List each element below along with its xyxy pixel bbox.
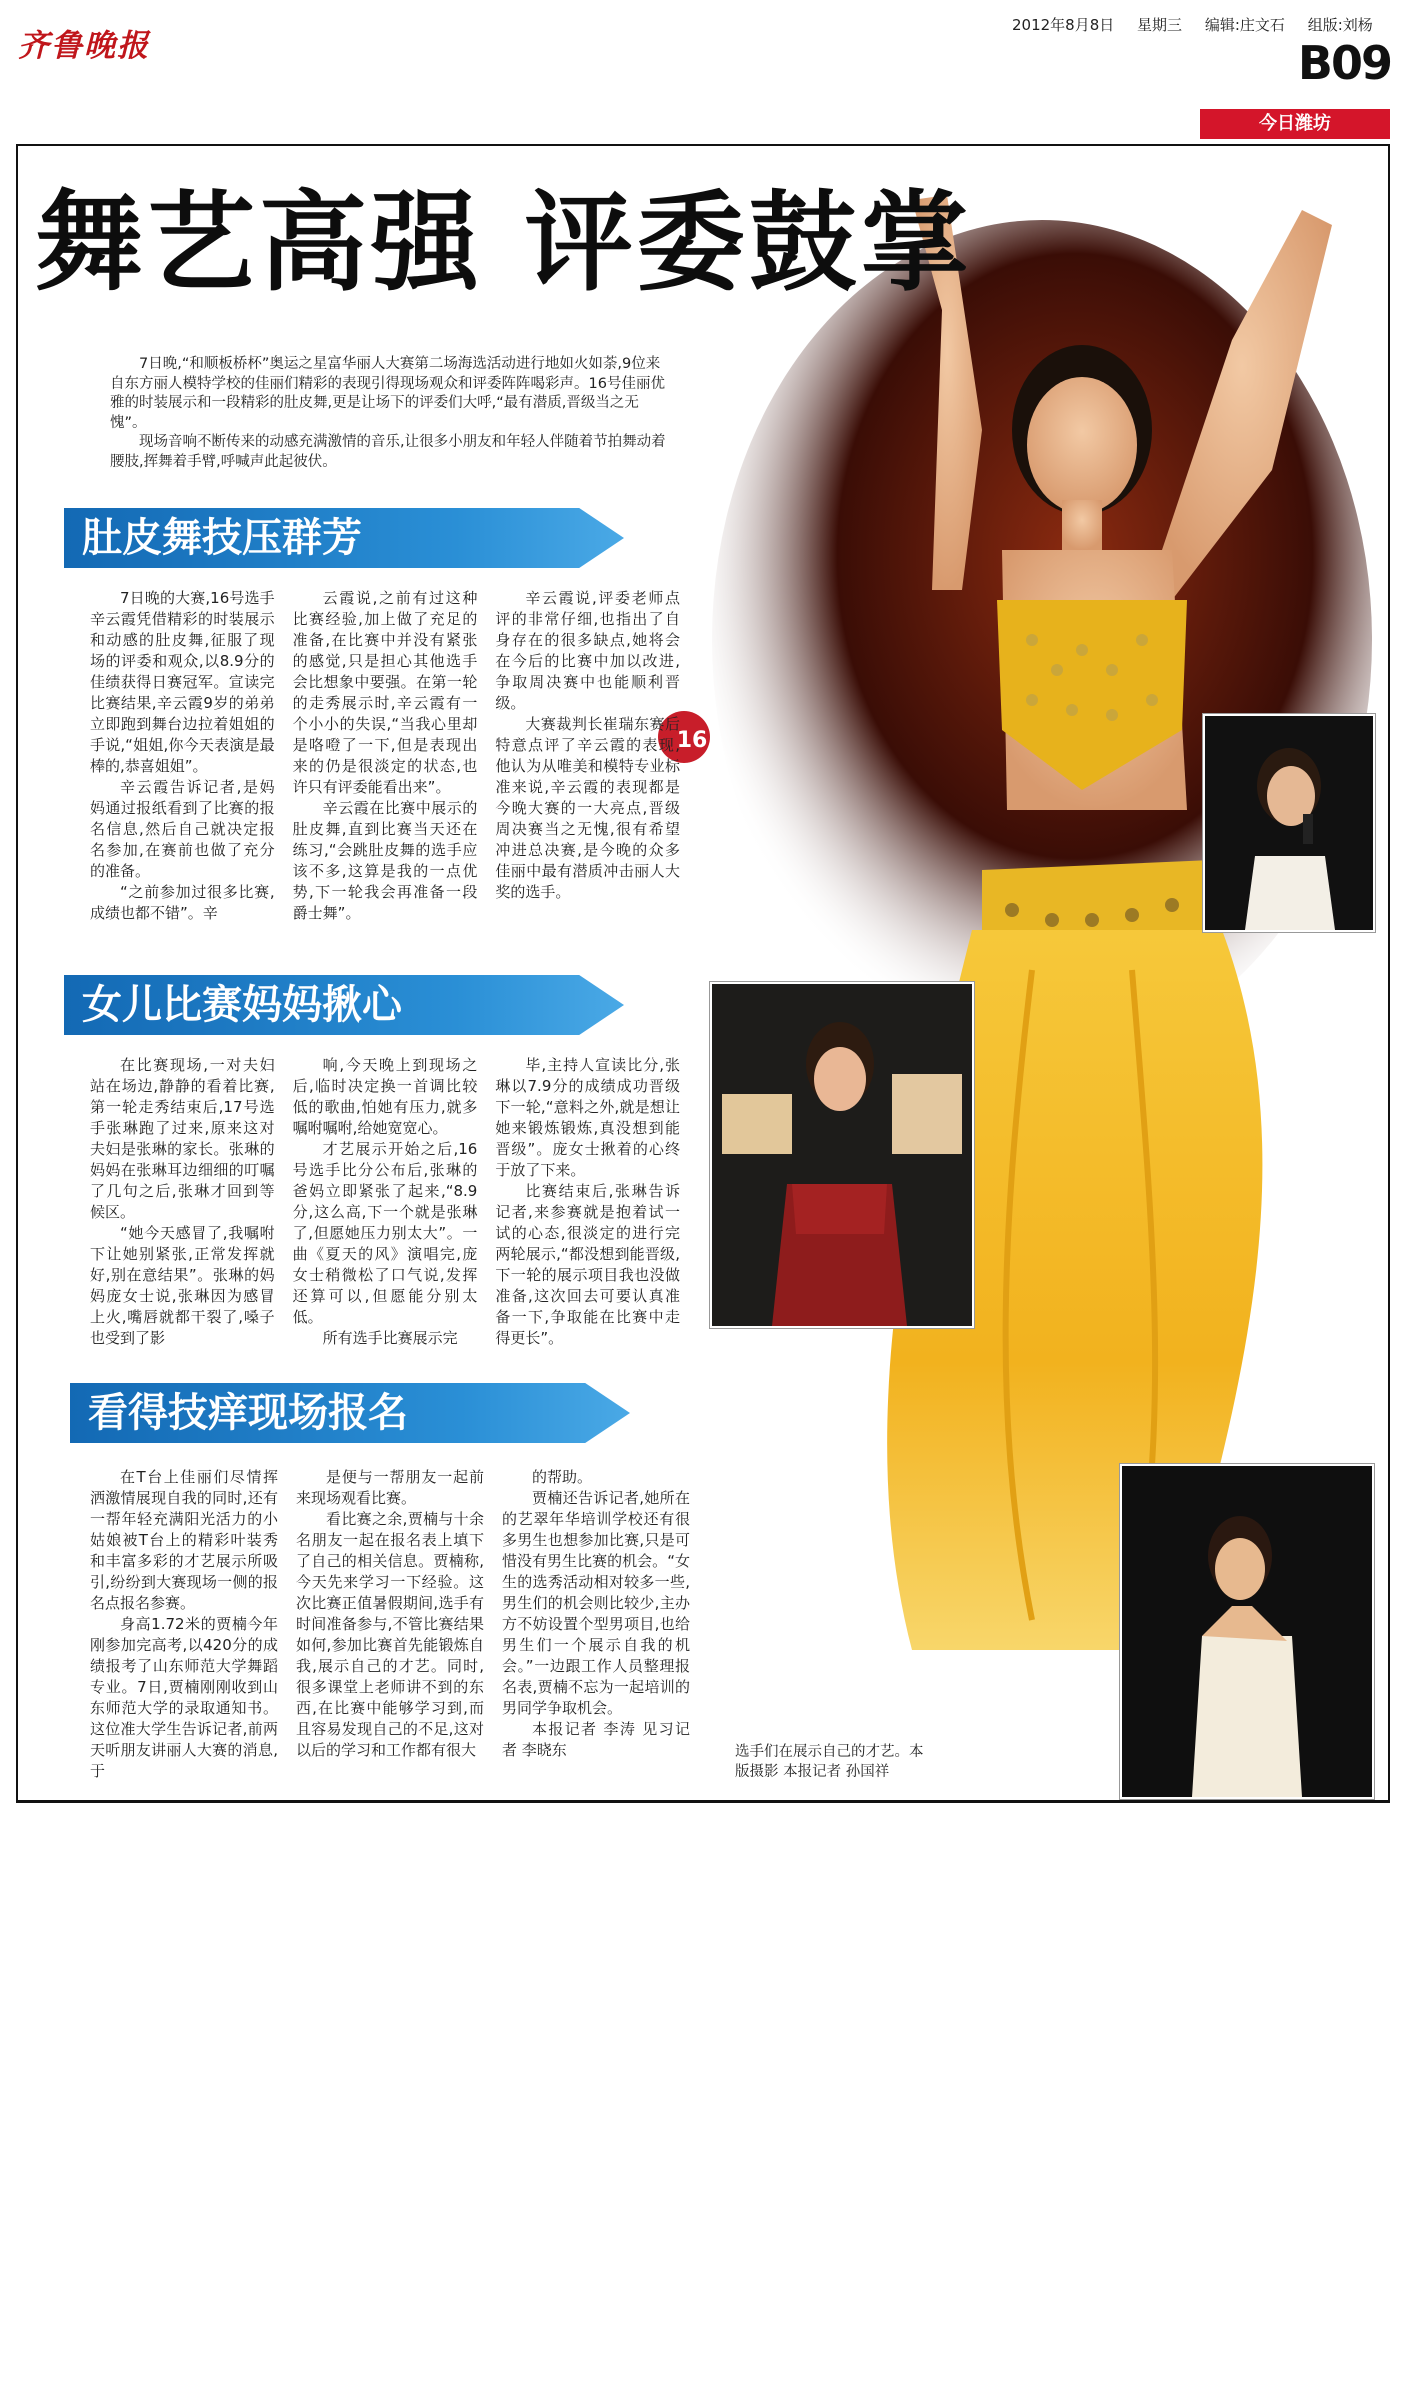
paragraph: 辛云霞告诉记者,是妈妈通过报纸看到了比赛的报名信息,然后自己就决定报名参加,在赛前也做了充分的准备。 <box>90 778 275 880</box>
editor: 编辑:庄文石 <box>1204 16 1285 34</box>
paragraph: “之前参加过很多比赛,成绩也都不错”。辛 <box>90 883 275 922</box>
column <box>90 1055 275 1349</box>
column <box>293 588 478 924</box>
section-1-body <box>90 588 680 924</box>
section-3-body <box>90 1467 690 1782</box>
byline: 本报记者 李涛 见习记者 李晓东 <box>502 1720 690 1759</box>
section-tag: 今日潍坊 <box>1200 109 1390 139</box>
date: 2012年8月8日 <box>1012 16 1115 34</box>
column <box>90 1467 278 1782</box>
paragraph: 7日晚的大赛,16号选手辛云霞凭借精彩的时装展示和动感的肚皮舞,征服了现场的评委和观众,以8.9分的佳绩获得日赛冠军。宣读完比赛结果,辛云霞9岁的弟弟立即跑到舞台边拉着姐姐的手说,“姐姐,你今天表演是最棒的,恭喜姐姐”。 <box>90 589 275 775</box>
page-meta <box>1012 14 1391 35</box>
section-banner-1 <box>64 508 624 568</box>
paragraph: 比赛结束后,张琳告诉记者,来参赛就是抱着试一试的心态,很淡定的进行完两轮展示,“都没想到能晋级,下一轮的展示项目我也没做准备,这次回去可要认真准备一下,争取能在比赛中走得更长”。 <box>495 1182 681 1347</box>
section-title: 肚皮舞技压群芳 <box>82 515 362 561</box>
section-title: 看得技痒现场报名 <box>88 1390 408 1436</box>
inset-photo-red-dress <box>710 982 974 1328</box>
section-title: 女儿比赛妈妈揪心 <box>82 982 402 1028</box>
paragraph: 辛云霞在比赛中展示的肚皮舞,直到比赛当天还在练习,“会跳肚皮舞的选手应该不多,这算是我的一点优势,下一轮我会再准备一段爵士舞”。 <box>292 799 478 922</box>
inset-photo-white-dress <box>1120 1464 1374 1799</box>
paragraph: 所有选手比赛展示完 <box>322 1329 458 1347</box>
column <box>293 1055 478 1349</box>
lead-text-2: 现场音响不断传来的动感充满激情的音乐,让很多小朋友和年轻人伴随着节拍舞动着腰肢,挥舞着手臂,呼喊声此起彼伏。 <box>110 434 666 470</box>
headline: 舞艺高强 评委鼓掌 <box>35 181 973 306</box>
column <box>495 588 680 924</box>
column <box>296 1467 484 1782</box>
inset-photo-singer <box>1203 714 1375 932</box>
singer-illustration <box>1205 716 1373 930</box>
paragraph: 毕,主持人宣读比分,张琳以7.9分的成绩成功晋级下一轮,“意料之外,就是想让她来锻炼锻炼,真没想到能晋级”。庞女士揪着的心终于放了下来。 <box>495 1056 681 1179</box>
section-2-body <box>90 1055 680 1349</box>
lead-paragraph <box>110 355 670 472</box>
paragraph: 贾楠还告诉记者,她所在的艺翠年华培训学校还有很多男生也想参加比赛,只是可惜没有男生比赛的机会。“女生的选秀活动相对较多一些,男生们的机会则比较少,主办方不妨设置个型男项目,也给男生们一个展示自我的机会。”一边跟工作人员整理报名表,贾楠不忘为一起培训的男同学争取机会。 <box>502 1489 690 1717</box>
photo-caption: 选手们在展示自己的才艺。本版摄影 本报记者 孙国祥 <box>735 1744 924 1780</box>
paragraph: 身高1.72米的贾楠今年刚参加完高考,以420分的成绩报考了山东师范大学舞蹈专业。7日,贾楠刚刚收到山东师范大学的录取通知书。这位准大学生告诉记者,前两天听朋友讲丽人大赛的消息,于 <box>90 1615 278 1780</box>
column <box>495 1055 680 1349</box>
paragraph: 辛云霞说,评委老师点评的非常仔细,也指出了自身存在的很多缺点,她将会在今后的比赛中加以改进,争取周决赛中也能顺利晋级。 <box>495 589 681 712</box>
section-banner-2 <box>64 975 624 1035</box>
red-dress-illustration <box>712 984 972 1326</box>
paragraph: 响,今天晚上到现场之后,临时决定换一首调比较低的歌曲,怕她有压力,就多嘱咐嘱咐,给她宽宽心。 <box>292 1056 478 1137</box>
paragraph: 的帮助。 <box>532 1468 593 1486</box>
paragraph: 在T台上佳丽们尽情挥洒激情展现自我的同时,还有一帮年轻充满阳光活力的小姑娘被T台上的精彩叶装秀和丰富多彩的才艺展示所吸引,纷纷到大赛现场一侧的报名点报名参赛。 <box>90 1468 278 1612</box>
layout-editor: 组版:刘杨 <box>1307 16 1373 34</box>
page-number: B09 <box>1297 36 1391 90</box>
weekday: 星期三 <box>1137 16 1183 34</box>
newspaper-logo: 齐鲁晚报 <box>18 28 150 64</box>
paragraph: 大赛裁判长崔瑞东赛后特意点评了辛云霞的表现,他认为从唯美和模特专业标准来说,辛云霞的表现都是今晚大赛的一大亮点,晋级周决赛当之无愧,很有希望冲进总决赛,是今晚的众多佳丽中最有潜质冲击丽人大奖的选手。 <box>495 715 681 901</box>
paragraph: 看比赛之余,贾楠与十余名朋友一起在报名表上填下了自己的相关信息。贾楠称,今天先来学习一下经验。这次比赛正值暑假期间,选手有时间准备参与,不管比赛结果如何,参加比赛首先能锻炼自我,展示自己的才艺。同时,很多课堂上老师讲不到的东西,在比赛中能够学习到,而且容易发现自己的不足,这对以后的学习和工作都有很大 <box>296 1510 484 1759</box>
paragraph: 才艺展示开始之后,16号选手比分公布后,张琳的爸妈立即紧张了起来,“8.9分,这么高,下一个就是张琳了,但愿她压力别太大”。一曲《夏天的风》演唱完,庞女士稍微松了口气说,发挥还算可以,但愿能分别太低。 <box>292 1140 478 1326</box>
white-dress-illustration <box>1122 1466 1372 1797</box>
paragraph: “她今天感冒了,我嘱咐下让她别紧张,正常发挥就好,别在意结果”。张琳的妈妈庞女士说,张琳因为感冒上火,嘴唇就都干裂了,嗓子也受到了影 <box>90 1224 275 1347</box>
column <box>502 1467 690 1782</box>
paragraph: 是便与一帮朋友一起前来现场观看比赛。 <box>296 1468 484 1507</box>
lead-text-1: 7日晚,“和顺板桥杯”奥运之星富华丽人大赛第二场海选活动进行地如火如荼,9位来自东方丽人模特学校的佳丽们精彩的表现引得现场观众和评委阵阵喝彩声。16号佳丽优雅的时装展示和一段精彩的肚皮舞,更是让场下的评委们大呼,“最有潜质,晋级当之无愧”。 <box>110 356 665 431</box>
paragraph: 云霞说,之前有过这种比赛经验,加上做了充足的准备,在比赛中并没有紧张的感觉,只是担心其他选手会比想象中要强。在第一轮的走秀展示时,辛云霞有一个小小的失误,“当我心里却是咯噔了一下,但是表现出来的仍是很淡定的状态,也许只有评委能看出来”。 <box>292 589 478 796</box>
column <box>90 588 275 924</box>
paragraph: 在比赛现场,一对夫妇站在场边,静静的看着比赛,第一轮走秀结束后,17号选手张琳跑了过来,原来这对夫妇是张琳的家长。张琳的妈妈在张琳耳边细细的叮嘱了几句之后,张琳才回到等候区。 <box>90 1056 275 1221</box>
section-banner-3 <box>70 1383 630 1443</box>
contestant-number-badge: 16 <box>676 728 708 753</box>
